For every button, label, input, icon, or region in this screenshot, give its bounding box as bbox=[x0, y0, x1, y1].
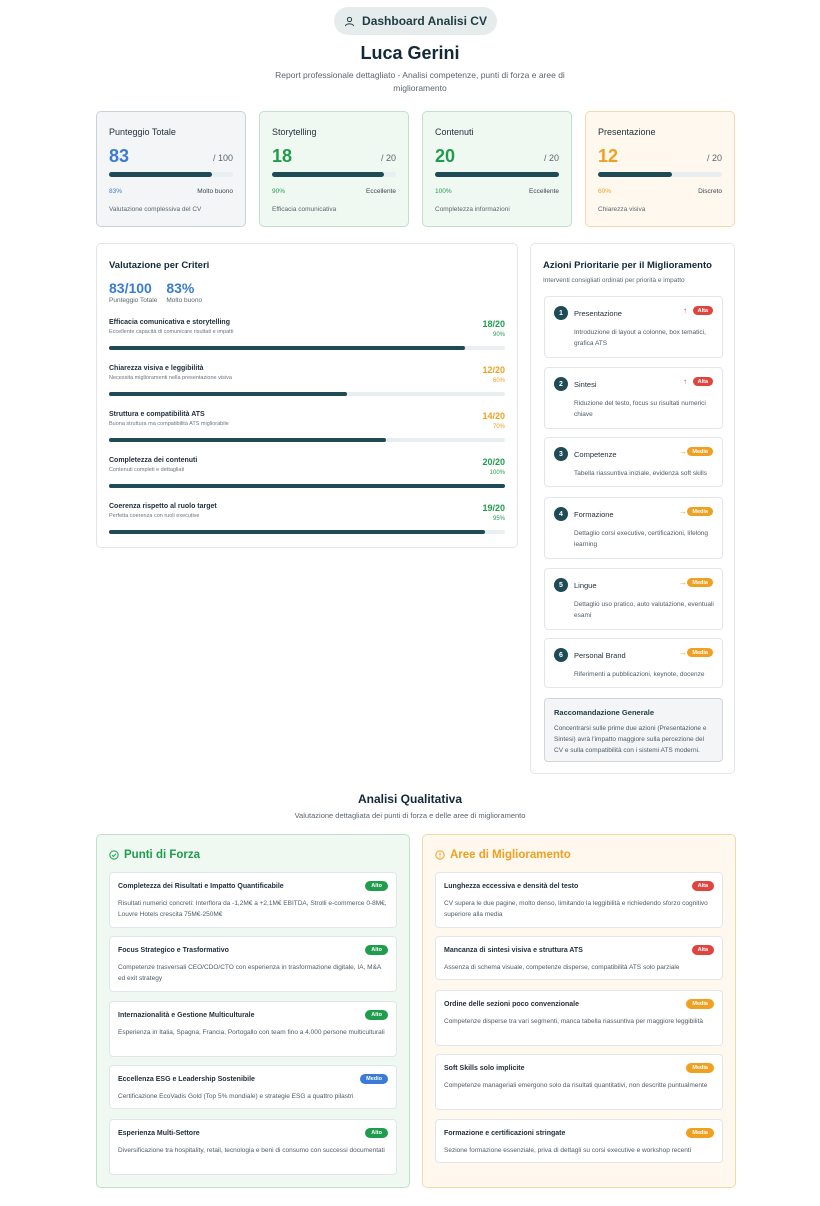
score-card bbox=[422, 111, 572, 227]
progress-track bbox=[109, 392, 505, 396]
criterion-score: 20/20 bbox=[482, 457, 505, 467]
criteria-total-value: 83/100 bbox=[109, 280, 152, 296]
criterion-note: Eccellente capacità di comunicare risultati e impatti bbox=[109, 329, 234, 335]
progress-track bbox=[109, 530, 505, 534]
score-card-rating: Discreto bbox=[698, 188, 722, 195]
progress-fill bbox=[109, 530, 485, 534]
level-badge: Media bbox=[686, 1063, 714, 1073]
improvement-item bbox=[435, 936, 723, 980]
item-description: CV supera le due pagine, molto denso, limitando la leggibilità e richiedendo sforzo cognitivo superiore alla media bbox=[444, 900, 708, 918]
criterion-row bbox=[109, 319, 505, 363]
priority-badge: Media bbox=[687, 447, 713, 456]
improvement-item bbox=[435, 1054, 723, 1110]
general-recommendation bbox=[544, 698, 723, 762]
action-number: 1 bbox=[554, 306, 568, 320]
action-item[interactable] bbox=[544, 296, 723, 358]
score-card-percent: 90% bbox=[272, 188, 286, 195]
strength-item bbox=[109, 1065, 397, 1109]
score-card-description: Efficacia comunicativa bbox=[272, 206, 337, 213]
item-description: Certificazione EcoVadis Gold (Top 5% mondiale) e strategie ESG a quattro pilastri bbox=[118, 1093, 354, 1100]
criterion-percent: 90% bbox=[492, 332, 505, 338]
criterion-name: Coerenza rispetto al ruolo target bbox=[109, 503, 217, 510]
priority-badge: Media bbox=[687, 507, 713, 516]
arrow-right-icon: → bbox=[679, 507, 687, 516]
strengths-title: Punti di Forza bbox=[124, 849, 201, 861]
score-card-max: / 20 bbox=[380, 153, 396, 163]
score-card-label: Storytelling bbox=[272, 127, 317, 137]
priority-badge: Media bbox=[687, 578, 713, 587]
page-title: Luca Gerini bbox=[360, 43, 460, 63]
score-card-label: Punteggio Totale bbox=[109, 127, 176, 137]
priority-badge: Alta bbox=[693, 306, 713, 315]
criterion-name: Chiarezza visiva e leggibilità bbox=[109, 365, 204, 372]
improvements-title: Aree di Miglioramento bbox=[450, 849, 571, 861]
criterion-row bbox=[109, 457, 505, 501]
action-description: Dettaglio uso pratico, auto valutazione, eventuali esami bbox=[574, 601, 714, 619]
criterion-percent: 95% bbox=[492, 516, 505, 522]
action-number: 4 bbox=[554, 507, 568, 521]
criterion-row bbox=[109, 503, 505, 547]
criterion-score: 12/20 bbox=[482, 365, 505, 375]
level-badge: Media bbox=[686, 999, 714, 1009]
action-item[interactable] bbox=[544, 568, 723, 630]
item-description: Assenza di schema visuale, competenze disperse, compatibilità ATS solo parziale bbox=[444, 964, 680, 971]
arrow-right-icon: → bbox=[679, 447, 687, 456]
criterion-name: Struttura e compatibilità ATS bbox=[109, 411, 205, 418]
criteria-pct-value: 83% bbox=[166, 280, 195, 296]
progress-fill bbox=[435, 172, 559, 177]
progress-fill bbox=[109, 392, 347, 396]
strength-item bbox=[109, 1001, 397, 1057]
qualitative-title: Analisi Qualitativa bbox=[357, 792, 463, 806]
level-badge: Alto bbox=[365, 1128, 388, 1138]
score-card-label: Contenuti bbox=[435, 127, 474, 137]
level-badge: Media bbox=[686, 1128, 714, 1138]
progress-fill bbox=[109, 346, 465, 350]
level-badge: Alta bbox=[692, 881, 714, 891]
action-description: Riferimenti a pubblicazioni, keynote, docenze bbox=[574, 671, 705, 678]
level-badge: Medio bbox=[360, 1074, 388, 1084]
action-description: Dettaglio corsi executive, certificazioni, lifelong learning bbox=[574, 530, 709, 548]
criterion-note: Necessita miglioramenti nella presentazione visiva bbox=[109, 375, 232, 381]
criteria-pct-caption: Molto buono bbox=[166, 297, 203, 304]
strength-item bbox=[109, 936, 397, 992]
qualitative-subtitle: Valutazione dettagliata dei punti di forza e delle aree di miglioramento bbox=[294, 811, 526, 820]
score-card-description: Completezza informazioni bbox=[435, 206, 510, 213]
action-name: Personal Brand bbox=[574, 651, 626, 660]
item-description: Esperienza in Italia, Spagna, Francia, Portogallo con team fino a 4.000 persone multiculturali bbox=[118, 1029, 385, 1036]
level-badge: Alto bbox=[365, 1010, 388, 1020]
actions-panel bbox=[530, 243, 735, 774]
improvement-item bbox=[435, 990, 723, 1046]
item-description: Risultati numerici concreti: Interflora da -1,2M€ a +2,1M€ EBITDA, Strolli e-commerce 0-8M€, Louvre Hotels crescita 75M€-250M€ bbox=[118, 900, 387, 918]
item-title: Internazionalità e Gestione Multiculturale bbox=[118, 1012, 255, 1019]
page-subtitle: Report professionale dettagliato - Analisi competenze, punti di forza e aree di miglioramento bbox=[275, 70, 565, 93]
alert-circle-icon bbox=[435, 850, 445, 860]
recommendation-text: Concentrarsi sulle prime due azioni (Presentazione e Sintesi) avrà l'impatto maggiore sulla percezione del CV e sulla compatibilità con i sistemi ATS moderni. bbox=[554, 725, 707, 754]
arrow-up-icon: ↑ bbox=[683, 306, 687, 315]
criteria-summary bbox=[109, 280, 505, 304]
action-item[interactable] bbox=[544, 638, 723, 688]
score-card bbox=[259, 111, 409, 227]
criterion-name: Efficacia comunicativa e storytelling bbox=[109, 319, 230, 326]
score-card-label: Presentazione bbox=[598, 127, 656, 137]
criterion-note: Perfetta coerenza con ruoli executive bbox=[109, 513, 200, 519]
action-name: Competenze bbox=[574, 450, 617, 459]
score-card-percent: 60% bbox=[598, 188, 612, 195]
strength-item bbox=[109, 1119, 397, 1175]
score-card-value: 12 bbox=[598, 146, 619, 166]
recommendation-title: Raccomandazione Generale bbox=[554, 708, 655, 717]
item-title: Esperienza Multi-Settore bbox=[118, 1130, 200, 1137]
progress-track bbox=[109, 438, 505, 442]
criterion-score: 18/20 bbox=[482, 319, 505, 329]
score-card bbox=[96, 111, 246, 227]
strengths-panel bbox=[96, 834, 410, 1188]
score-card-description: Valutazione complessiva del CV bbox=[109, 206, 202, 213]
action-number: 2 bbox=[554, 377, 568, 391]
user-icon bbox=[344, 16, 355, 27]
score-card-percent: 100% bbox=[435, 188, 452, 195]
progress-fill bbox=[109, 484, 505, 488]
action-description: Introduzione di layout a colonne, box tematici, grafica ATS bbox=[574, 329, 706, 347]
improvements-header bbox=[435, 849, 723, 861]
criterion-percent: 60% bbox=[492, 378, 505, 384]
action-name: Sintesi bbox=[574, 380, 597, 389]
criterion-score: 19/20 bbox=[482, 503, 505, 513]
score-card-percent: 83% bbox=[109, 188, 123, 195]
improvements-panel bbox=[422, 834, 736, 1188]
improvement-item bbox=[435, 1119, 723, 1163]
progress-fill bbox=[598, 172, 672, 177]
criterion-note: Buona struttura ma compatibilità ATS migliorabile bbox=[109, 421, 229, 427]
item-description: Competenze disperse tra vari segmenti, manca tabella riassuntiva per maggiore leggibilità bbox=[444, 1018, 704, 1025]
progress-fill bbox=[109, 172, 212, 177]
actions-title: Azioni Prioritarie per il Miglioramento bbox=[543, 260, 712, 271]
check-circle-icon bbox=[109, 850, 119, 860]
progress-track bbox=[109, 484, 505, 488]
score-card-description: Chiarezza visiva bbox=[598, 206, 646, 213]
progress-track bbox=[109, 172, 233, 177]
item-title: Lunghezza eccessiva e densità del testo bbox=[444, 883, 579, 890]
criteria-title: Valutazione per Criteri bbox=[109, 260, 210, 271]
strength-item bbox=[109, 872, 397, 928]
score-card-rating: Eccellente bbox=[366, 188, 396, 195]
score-card-value: 83 bbox=[109, 146, 130, 166]
criterion-percent: 100% bbox=[489, 470, 505, 476]
score-card-value: 20 bbox=[435, 146, 456, 166]
criterion-name: Completezza dei contenuti bbox=[109, 457, 198, 464]
level-badge: Alta bbox=[692, 945, 714, 955]
dashboard-badge bbox=[334, 7, 497, 35]
action-description: Tabella riassuntiva iniziale, evidenza soft skills bbox=[574, 470, 707, 477]
score-card-max: / 100 bbox=[212, 153, 233, 163]
priority-badge: Media bbox=[687, 648, 713, 657]
item-description: Sezione formazione essenziale, priva di dettagli su corsi executive e workshop recenti bbox=[444, 1147, 692, 1154]
item-title: Completezza dei Risultati e Impatto Quantificabile bbox=[118, 883, 284, 890]
criterion-percent: 70% bbox=[492, 424, 505, 430]
criterion-score: 14/20 bbox=[482, 411, 505, 421]
progress-fill bbox=[109, 438, 386, 442]
progress-track bbox=[109, 346, 505, 350]
criterion-row bbox=[109, 411, 505, 455]
item-description: Competenze manageriali emergono solo da risultati quantitativi, non descritte puntualmente bbox=[444, 1082, 708, 1089]
arrow-right-icon: → bbox=[679, 648, 687, 657]
criteria-panel bbox=[96, 243, 518, 548]
item-title: Ordine delle sezioni poco convenzionale bbox=[444, 1001, 579, 1008]
item-description: Diversificazione tra hospitality, retail, tecnologia e beni di consumo con successi documentati bbox=[118, 1147, 385, 1154]
progress-track bbox=[598, 172, 722, 177]
score-card-max: / 20 bbox=[706, 153, 722, 163]
progress-track bbox=[272, 172, 396, 177]
item-title: Formazione e certificazioni stringate bbox=[444, 1130, 566, 1137]
item-title: Mancanza di sintesi visiva e struttura ATS bbox=[444, 947, 583, 954]
actions-intro: Interventi consigliati ordinati per priorità e impatto bbox=[543, 277, 685, 284]
priority-badge: Alta bbox=[693, 377, 713, 386]
item-description: Competenze trasversali CEO/CDO/CTO con esperienza in trasformazione digitale, IA, M&A ed exit strategy bbox=[118, 964, 381, 982]
level-badge: Alto bbox=[365, 881, 388, 891]
criteria-total-caption: Punteggio Totale bbox=[109, 297, 158, 304]
action-number: 5 bbox=[554, 578, 568, 592]
score-card-max: / 20 bbox=[543, 153, 559, 163]
level-badge: Alto bbox=[365, 945, 388, 955]
action-number: 6 bbox=[554, 648, 568, 662]
arrow-up-icon: ↑ bbox=[683, 377, 687, 386]
action-name: Formazione bbox=[574, 510, 614, 519]
strengths-header bbox=[109, 849, 397, 861]
action-description: Riduzione del testo, focus su risultati numerici chiave bbox=[574, 400, 706, 418]
action-number: 3 bbox=[554, 447, 568, 461]
progress-track bbox=[435, 172, 559, 177]
action-item[interactable] bbox=[544, 437, 723, 487]
score-card-rating: Molto buono bbox=[197, 188, 233, 195]
item-title: Focus Strategico e Trasformativo bbox=[118, 947, 229, 954]
action-item[interactable] bbox=[544, 367, 723, 429]
action-name: Lingue bbox=[574, 581, 597, 590]
dashboard-badge-label: Dashboard Analisi CV bbox=[362, 14, 487, 28]
criterion-note: Contenuti completi e dettagliati bbox=[109, 467, 185, 473]
score-card-rating: Eccellente bbox=[529, 188, 559, 195]
action-name: Presentazione bbox=[574, 309, 622, 318]
score-card-value: 18 bbox=[272, 146, 293, 166]
arrow-right-icon: → bbox=[679, 578, 687, 587]
progress-fill bbox=[272, 172, 384, 177]
score-card bbox=[585, 111, 735, 227]
action-item[interactable] bbox=[544, 497, 723, 559]
item-title: Eccellenza ESG e Leadership Sostenibile bbox=[118, 1076, 255, 1083]
improvement-item bbox=[435, 872, 723, 928]
criterion-row bbox=[109, 365, 505, 409]
item-title: Soft Skills solo implicite bbox=[444, 1065, 525, 1072]
